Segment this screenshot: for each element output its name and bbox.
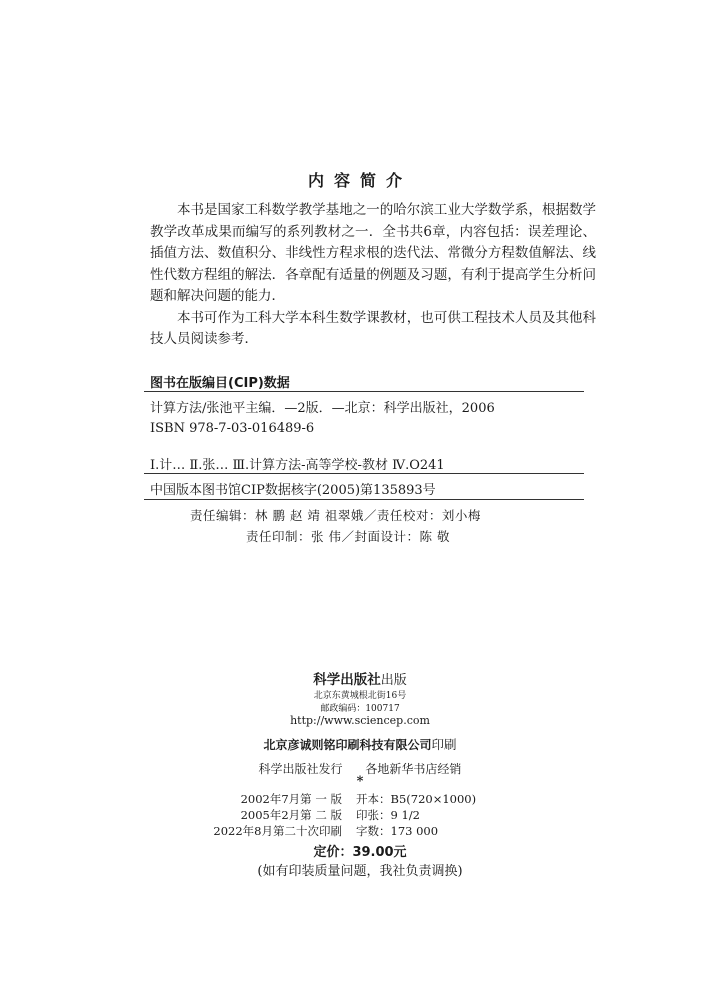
- cip-classification: Ⅰ.计… Ⅱ.张… Ⅲ.计算方法-高等学校-教材 Ⅳ.O241: [150, 458, 445, 473]
- abstract: [150, 200, 596, 351]
- distribution: 科学出版社发行 各地新华书店经销: [258, 762, 462, 776]
- abstract-paragraph-2: 本书可作为工科大学本科生数学课教材，也可供工程技术人员及其他科技人员阅读参考．: [150, 309, 596, 347]
- edition-info: 2022年8月第二十次印刷: [213, 824, 342, 838]
- cip-title-line: 计算方法/张池平主编．—2版．—北京：科学出版社，2006: [150, 401, 495, 416]
- imprint-row: [210, 823, 530, 839]
- printer-line: [0, 734, 720, 753]
- publisher-name: 科学出版社: [313, 672, 381, 688]
- publisher-address: 北京东黄城根北街16号: [313, 691, 407, 701]
- staff-editors: 责任编辑：林 鹏 赵 靖 祖翠娥／责任校对：刘小梅: [190, 508, 481, 523]
- edition-info: 2002年7月第 一 版: [240, 792, 342, 806]
- quality-notice: (如有印装质量问题，我社负责调换): [257, 864, 463, 879]
- separator-star: *: [356, 774, 364, 789]
- imprint-row: [210, 791, 530, 807]
- abstract-paragraph-1: 本书是国家工科数学教学基地之一的哈尔滨工业大学数学系，根据数学教学改革成果而编写的系列教材之一．全书共6章，内容包括：误差理论、插值方法、数值积分、非线性方程求根的迭代法、常微分方程数值解法、线性代数方程组的解法．各章配有适量的例题及习题，有利于提高学生分析问题和解决问题的能力．: [150, 202, 596, 304]
- cip-bottom-rule: [144, 499, 584, 500]
- edition-info: 2005年2月第 二 版: [240, 808, 342, 822]
- publisher-suffix: 出版: [380, 673, 407, 688]
- cip-heading: 图书在版编目(CIP)数据: [150, 376, 290, 391]
- imprint-row: [210, 807, 530, 823]
- page-title: 内容简介: [307, 171, 412, 190]
- publisher-line: [0, 668, 720, 688]
- cip-top-rule: [144, 391, 584, 392]
- format-info: 开本：B5(720×1000): [356, 792, 477, 806]
- staff-production: 责任印制：张 伟／封面设计：陈 敬: [246, 529, 450, 544]
- price: 定价：39.00元: [313, 845, 407, 860]
- printer-suffix: 印刷: [431, 737, 457, 752]
- sheets-info: 印张：9 1/2: [356, 808, 420, 822]
- cip-record: 中国版本图书馆CIP数据核字(2005)第135893号: [150, 483, 436, 498]
- cip-isbn: ISBN 978-7-03-016489-6: [150, 421, 315, 436]
- publisher-url: http://www.sciencep.com: [290, 714, 430, 727]
- wordcount-info: 字数：173 000: [356, 824, 439, 838]
- publisher-postcode: 邮政编码：100717: [320, 704, 400, 714]
- printer-name: 北京彦诚则铭印刷科技有限公司: [263, 738, 432, 752]
- imprint-table: [210, 791, 530, 839]
- cip-middle-rule: [144, 473, 584, 474]
